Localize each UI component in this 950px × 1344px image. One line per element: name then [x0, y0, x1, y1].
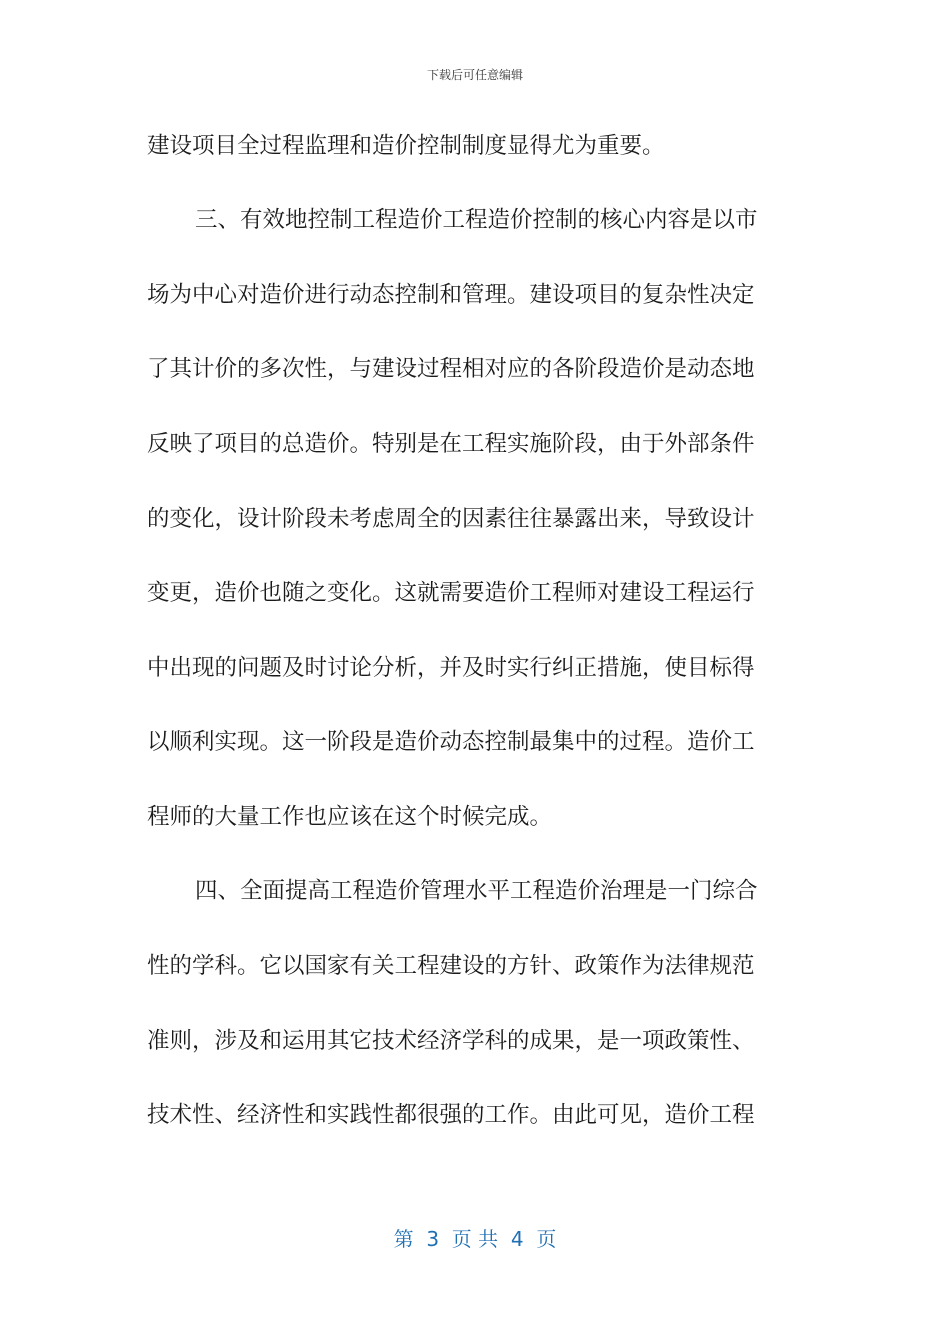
paragraph-line: 程师的大量工作也应该在这个时候完成。	[147, 804, 553, 830]
paragraph-line: 建设项目全过程监理和造价控制制度显得尤为重要。	[147, 133, 665, 159]
page-number-footer: 第 3 页 共 4 页	[393, 1227, 557, 1251]
paragraph-line: 场为中心对造价进行动态控制和管理。建设项目的复杂性决定	[147, 282, 755, 308]
paragraph-line: 三、有效地控制工程造价工程造价控制的核心内容是以市	[195, 207, 758, 233]
paragraph-line: 四、全面提高工程造价管理水平工程造价治理是一门综合	[195, 878, 758, 904]
paragraph-line: 了其计价的多次性，与建设过程相对应的各阶段造价是动态地	[147, 356, 755, 382]
paragraph-line: 性的学科。它以国家有关工程建设的方针、政策作为法律规范	[147, 953, 755, 979]
page-header: 下载后可任意编辑	[426, 68, 523, 82]
paragraph-line: 变更，造价也随之变化。这就需要造价工程师对建设工程运行	[147, 580, 755, 606]
paragraph-line: 的变化，设计阶段未考虑周全的因素往往暴露出来，导致设计	[147, 506, 755, 532]
paragraph-line: 技术性、经济性和实践性都很强的工作。由此可见，造价工程	[147, 1102, 755, 1128]
paragraph-line: 以顺利实现。这一阶段是造价动态控制最集中的过程。造价工	[147, 729, 755, 755]
paragraph-line: 反映了项目的总造价。特别是在工程实施阶段，由于外部条件	[147, 431, 755, 457]
paragraph-line: 准则，涉及和运用其它技术经济学科的成果，是一项政策性、	[147, 1028, 755, 1054]
paragraph-line: 中出现的问题及时讨论分析，并及时实行纠正措施，使目标得	[147, 655, 755, 681]
